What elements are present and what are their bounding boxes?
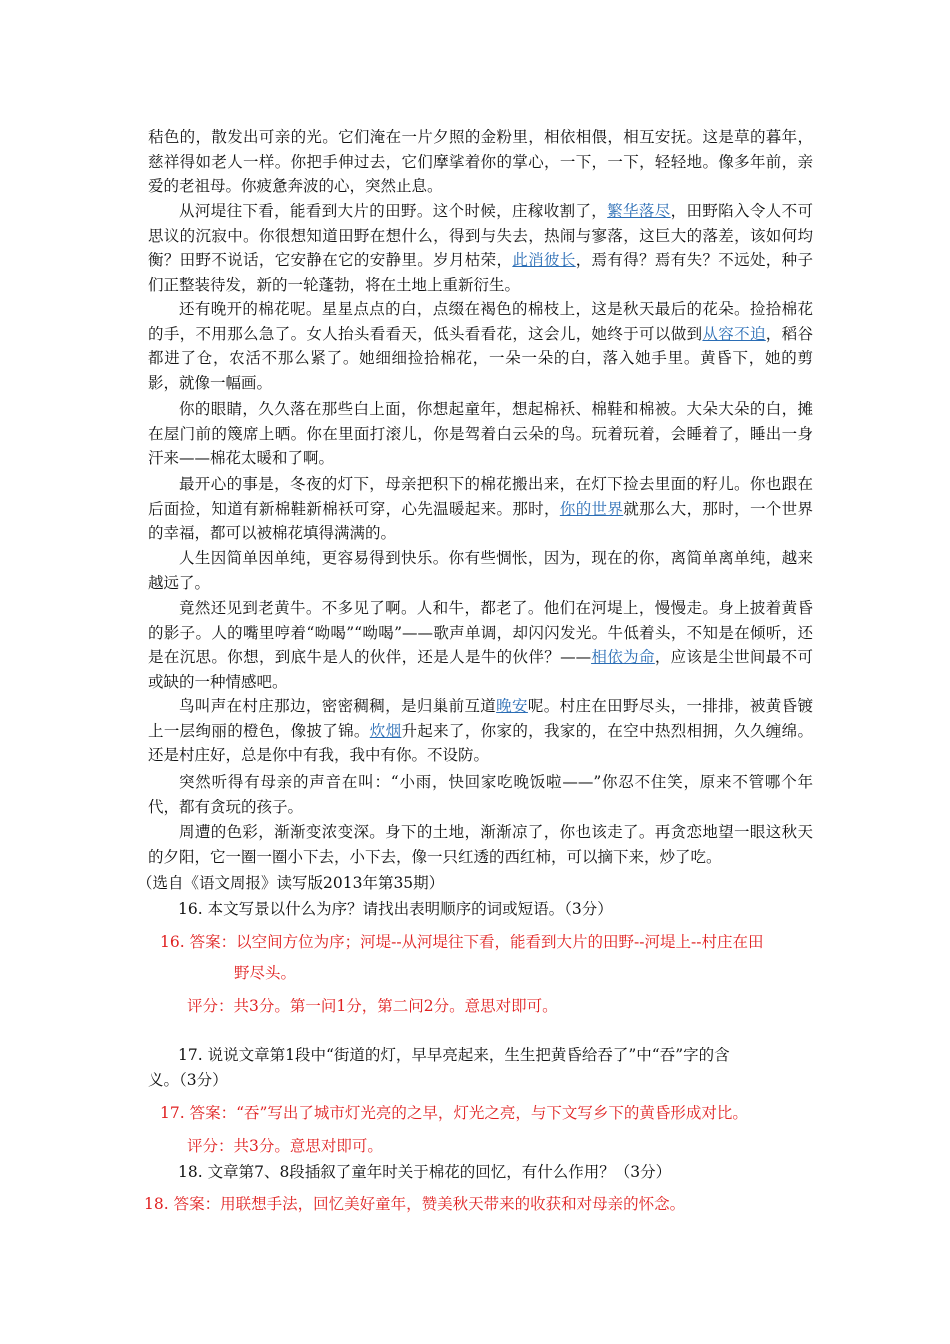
paragraph-2 <box>148 199 813 297</box>
link-ni-de-shijie[interactable]: 你的世界 <box>559 499 624 518</box>
question-18: 18. 文章第7、8段插叙了童年时关于棉花的回忆，有什么作用？（3分） <box>178 1163 672 1181</box>
answer-18: 18. 答案：用联想手法，回忆美好童年，赞美秋天带来的收获和对母亲的怀念。 <box>144 1195 686 1213</box>
text: 升起来了，你家的，我家的，在空中热烈相拥，久久缠绵。还是村庄好，总是你中有我，我中有你。不设防。 <box>148 721 813 764</box>
text: 鸟叫声在村庄那边，密密稠稠，是归巢前互道 <box>179 697 497 715</box>
answer-16-line-2: 野尽头。 <box>234 964 297 982</box>
text: 还有晚开的棉花呢。星星点点的白，点缀在褐色的棉枝上，这是秋天最后的花朵。捡拾棉花的手，不用那么急了。女人抬头看看天，低头看看花，这会儿，她终于可以做到 <box>148 300 813 343</box>
link-chuiyan[interactable]: 炊烟 <box>369 721 402 740</box>
answer-16-line-1: 16. 答案：以空间方位为序；河堤--从河堤往下看，能看到大片的田野--河堤上--村庄在田 <box>160 933 764 951</box>
paragraph-4: 你的眼睛，久久落在那些白上面，你想起童年，想起棉袄、棉鞋和棉被。大朵大朵的白，摊在屋门前的篾席上晒。你在里面打滚儿，你是驾着白云朵的鸟。玩着玩着，会睡着了，睡出一身汗来——棉花太暖和了啊。 <box>148 400 813 467</box>
link-wanan[interactable]: 晚安 <box>496 697 528 715</box>
paragraph-1: 秸色的，散发出可亲的光。它们淹在一片夕照的金粉里，相依相偎，相互安抚。这是草的暮年，慈祥得如老人一样。你把手伸过去，它们摩挲着你的掌心，一下，一下，轻轻地。像多年前，亲爱的老祖母。你疲惫奔波的心，突然止息。 <box>148 128 813 195</box>
text: ，应该是尘世间最不可或缺的一种情感吧。 <box>148 648 813 691</box>
paragraph-6: 人生因简单因单纯，更容易得到快乐。你有些惆怅，因为，现在的你，离简单离单纯，越来越远了。 <box>148 549 813 592</box>
text: 呢。村庄在田野尽头，一排排，被黄昏镀上一层绚丽的橙色，像披了锦。 <box>148 697 813 740</box>
scoring-17: 评分：共3分。意思对即可。 <box>187 1137 383 1155</box>
link-fanhua-luojin[interactable]: 繁华落尽 <box>607 202 671 220</box>
paragraph-8 <box>148 694 813 768</box>
text: ，田野陷入令人不可思议的沉寂中。你很想知道田野在想什么，得到与失去，热闹与寥落，这巨大的落差，该如何均衡？田野不说话，它安静在它的安静里。岁月枯荣， <box>148 202 813 269</box>
paragraph-9: 突然听得有母亲的声音在叫：“小雨，快回家吃晚饭啦——”你忍不住笑，原来不管哪个年代，都有贪玩的孩子。 <box>148 773 813 816</box>
paragraph-7 <box>148 596 813 694</box>
text: 最开心的事是，冬夜的灯下，母亲把积下的棉花搬出来，在灯下捡去里面的籽儿。你也跟在后面捡，知道有新棉鞋新棉袄可穿，心先温暖起来。那时， <box>148 475 813 518</box>
paragraph-5 <box>148 472 813 546</box>
scoring-16: 评分：共3分。第一问1分，第二问2分。意思对即可。 <box>187 997 558 1015</box>
question-17-line-1: 17. 说说文章第1段中“街道的灯，早早亮起来，生生把黄昏给吞了”中“吞”字的含 <box>178 1046 730 1064</box>
source-citation: （选自《语文周报》读写版2013年第35期） <box>137 874 445 892</box>
text: 就那么大，那时，一个世界的幸福，都可以被棉花填得满满的。 <box>148 499 813 542</box>
link-xiangyi-weiming[interactable]: 相依为命 <box>591 648 655 666</box>
text: 竟然还见到老黄牛。不多见了啊。人和牛，都老了。他们在河堤上，慢慢走。身上披着黄昏的影子。人的嘴里哼着“呦喝”“呦喝”——歌声单调，却闪闪发光。牛低着头，不知是在倾听，还是在沉思。你想，到底牛是人的伙伴，还是人是牛的伙伴？—— <box>148 599 813 666</box>
answer-17: 17. 答案：“吞”写出了城市灯光亮的之早，灯光之亮，与下文写乡下的黄昏形成对比。 <box>160 1104 748 1122</box>
paragraph-3 <box>148 297 813 395</box>
paragraph-10: 周遭的色彩，渐渐变浓变深。身下的土地，渐渐凉了，你也该走了。再贪恋地望一眼这秋天的夕阳，它一圈一圈小下去，小下去，像一只红透的西红柿，可以摘下来，炒了吃。 <box>148 823 813 866</box>
link-cixiao-bizhang[interactable]: 此消彼长 <box>512 251 576 269</box>
question-17-line-2: 义。（3分） <box>148 1071 228 1089</box>
question-16: 16. 本文写景以什么为序？请找出表明顺序的词或短语。（3分） <box>178 900 613 918</box>
text: ，稻谷都进了仓，农活不那么紧了。她细细捡拾棉花，一朵一朵的白，落入她手里。黄昏下，她的剪影，就像一幅画。 <box>148 324 813 392</box>
link-congrong-bupo[interactable]: 从容不迫 <box>702 324 766 343</box>
text: ，焉有得？焉有失？不远处，种子们正整装待发，新的一轮蓬勃，将在土地上重新衍生。 <box>148 251 813 294</box>
text: 从河堤往下看，能看到大片的田野。这个时候，庄稼收割了， <box>179 202 608 220</box>
